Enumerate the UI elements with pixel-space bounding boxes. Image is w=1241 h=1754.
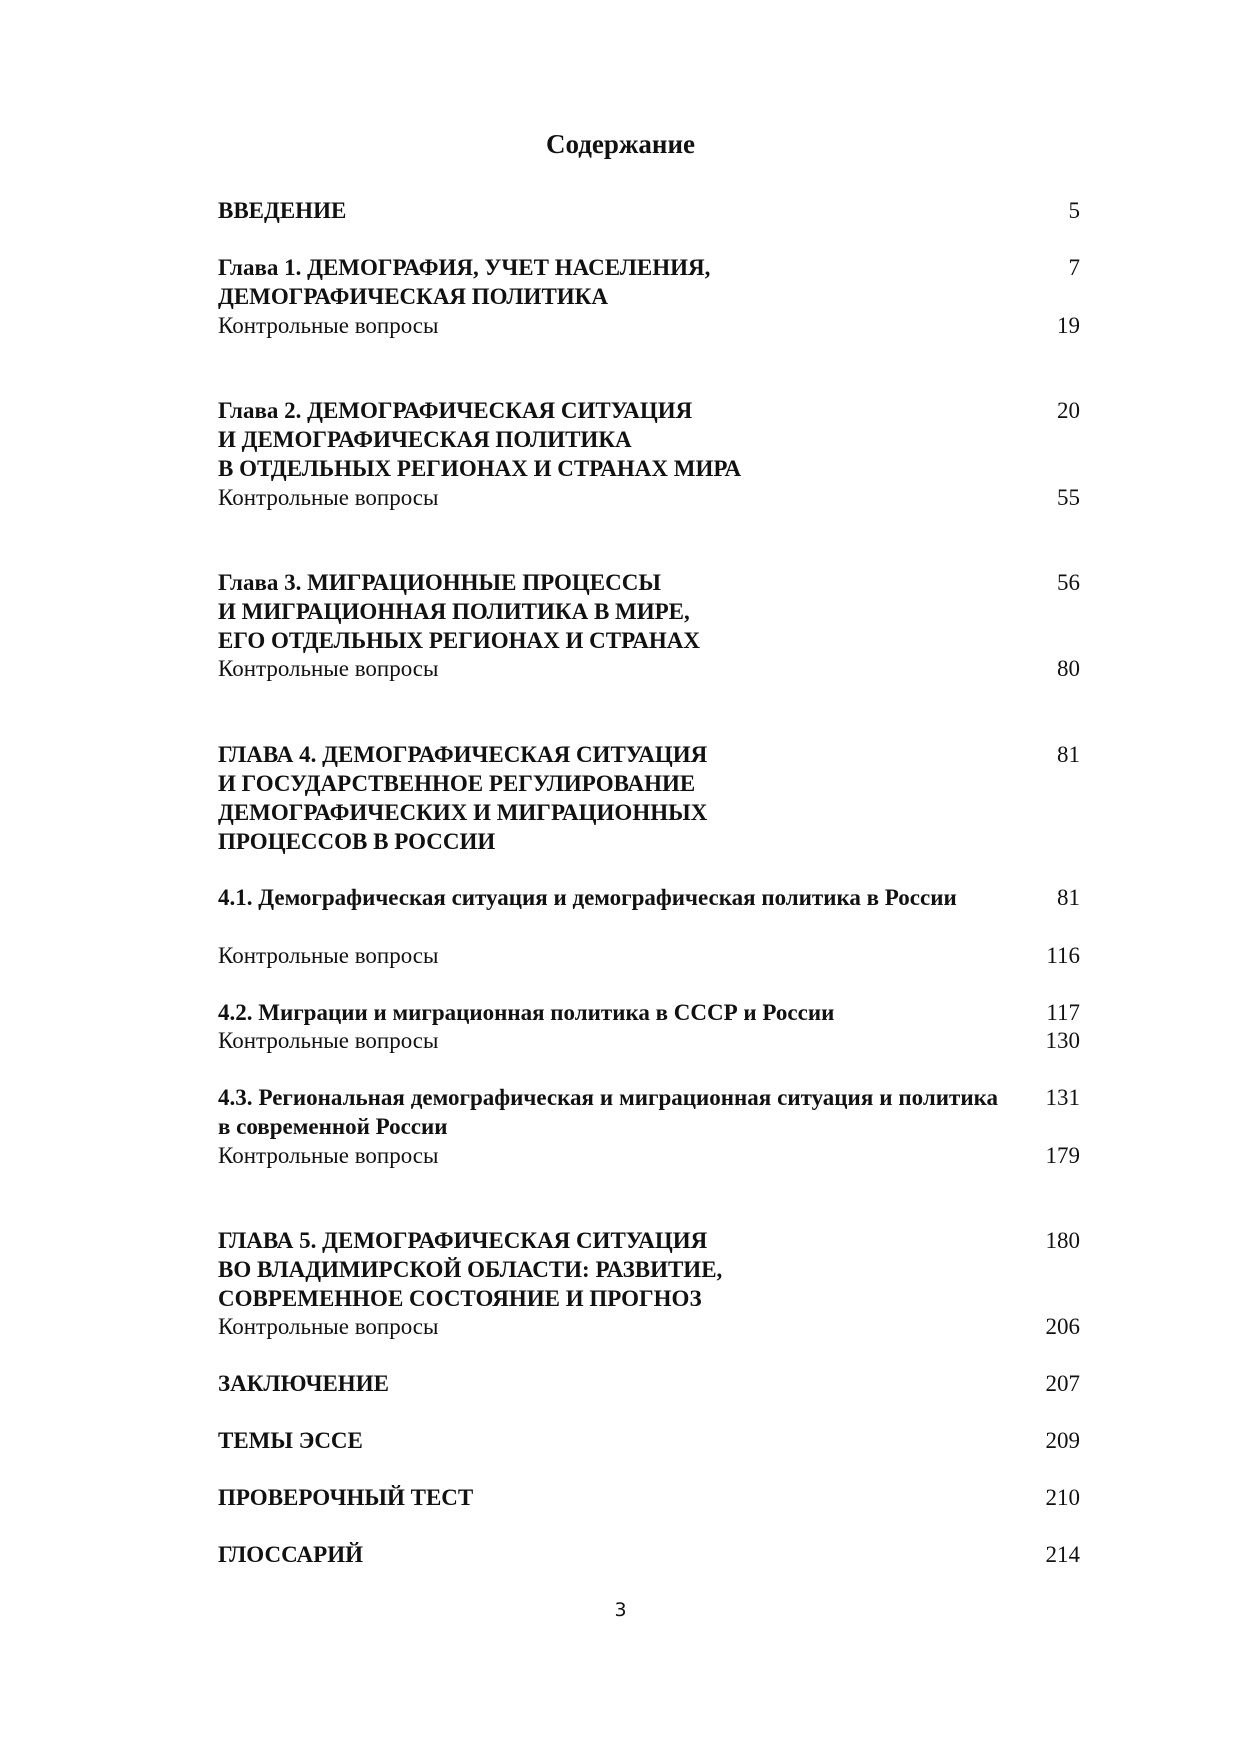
toc-entry-review-questions-4-3[interactable]: [218, 1141, 1080, 1170]
toc-entry-review-questions-1[interactable]: [218, 311, 1080, 340]
toc-entry-introduction[interactable]: [218, 196, 1080, 225]
toc-entry-review-questions-5[interactable]: [218, 1312, 1080, 1341]
toc-entry-title: ГЛАВА 5. ДЕМОГРАФИЧЕСКАЯ СИТУАЦИЯ: [218, 1228, 708, 1253]
toc-entry-title: Контрольные вопросы: [218, 656, 439, 681]
toc-entry-title: ПРОВЕРОЧНЫЙ ТЕСТ: [218, 1485, 474, 1510]
toc-entry-title: ГЛОССАРИЙ: [218, 1542, 363, 1567]
toc-entry-test[interactable]: [218, 1483, 1080, 1512]
toc-entry-chapter-5[interactable]: [218, 1226, 1080, 1313]
toc-page-number: 20: [1057, 398, 1080, 423]
toc-entry-review-questions-2[interactable]: [218, 483, 1080, 512]
toc-entry-title: ДЕМОГРАФИЧЕСКАЯ ПОЛИТИКА: [218, 284, 608, 309]
toc-entry-title: ПРОЦЕССОВ В РОССИИ: [218, 829, 496, 854]
toc-entry-section-4-1[interactable]: [218, 883, 1080, 912]
toc-page-number: 5: [1068, 198, 1080, 223]
toc-page-number: 131: [1045, 1085, 1080, 1110]
toc-entry-title: ЕГО ОТДЕЛЬНЫХ РЕГИОНАХ И СТРАНАХ: [218, 628, 700, 653]
toc-entry-title: Контрольные вопросы: [218, 1314, 439, 1339]
toc-entry-title: Контрольные вопросы: [218, 313, 439, 338]
toc-page-number: 207: [1045, 1371, 1080, 1396]
toc-entry-essay-topics[interactable]: [218, 1426, 1080, 1455]
toc-entry-title: ВВЕДЕНИЕ: [218, 198, 347, 223]
toc-entry-review-questions-3[interactable]: [218, 654, 1080, 683]
toc-page-number: 180: [1045, 1228, 1080, 1253]
toc-entry-title: Контрольные вопросы: [218, 943, 439, 968]
toc-entry-chapter-1[interactable]: [218, 253, 1080, 311]
toc-entry-conclusion[interactable]: [218, 1369, 1080, 1398]
toc-page-number: 81: [1057, 742, 1080, 767]
toc-entry-title: И ГОСУДАРСТВЕННОЕ РЕГУЛИРОВАНИЕ: [218, 771, 696, 796]
toc-page-number: 214: [1045, 1542, 1080, 1567]
toc-entry-title: 4.3. Региональная демографическая и миграционная ситуация и политика в современной России: [218, 1085, 998, 1139]
toc-page-number: 80: [1057, 656, 1080, 681]
toc-page-number: 116: [1046, 943, 1080, 968]
toc-entry-section-4-2[interactable]: [218, 998, 1080, 1027]
toc-entry-title: ЗАКЛЮЧЕНИЕ: [218, 1371, 389, 1396]
toc-entry-title: 4.1. Демографическая ситуация и демографическая политика в России: [218, 885, 957, 910]
toc-page-number: 81: [1057, 885, 1080, 910]
toc-entry-title: В ОТДЕЛЬНЫХ РЕГИОНАХ И СТРАНАХ МИРА: [218, 456, 742, 481]
toc-entry-section-4-3[interactable]: [218, 1083, 1080, 1141]
toc-entry-title: ВО ВЛАДИМИРСКОЙ ОБЛАСТИ: РАЗВИТИЕ,: [218, 1257, 723, 1282]
toc-page-number: 7: [1068, 255, 1080, 280]
toc-entry-title: Контрольные вопросы: [218, 1028, 439, 1053]
toc-entry-title: ГЛАВА 4. ДЕМОГРАФИЧЕСКАЯ СИТУАЦИЯ: [218, 742, 708, 767]
toc-entry-title: И МИГРАЦИОННАЯ ПОЛИТИКА В МИРЕ,: [218, 599, 690, 624]
toc-entry-title: И ДЕМОГРАФИЧЕСКАЯ ПОЛИТИКА: [218, 427, 632, 452]
toc-page-number: 55: [1057, 485, 1080, 510]
toc-entry-review-questions-4-2[interactable]: [218, 1026, 1080, 1055]
toc-page-number: 210: [1045, 1485, 1080, 1510]
toc-entry-title: СОВРЕМЕННОЕ СОСТОЯНИЕ И ПРОГНОЗ: [218, 1286, 702, 1311]
toc-entry-title: 4.2. Миграции и миграционная политика в СССР и России: [218, 1000, 835, 1025]
toc-page-number: 179: [1045, 1143, 1080, 1168]
toc-page-number: 209: [1045, 1428, 1080, 1453]
toc-page-number: 117: [1046, 1000, 1080, 1025]
toc-entry-chapter-4[interactable]: [218, 740, 1080, 856]
toc-entry-title: ТЕМЫ ЭССЕ: [218, 1428, 363, 1453]
toc-entry-title: Глава 2. ДЕМОГРАФИЧЕСКАЯ СИТУАЦИЯ: [218, 398, 693, 423]
toc-entry-title: Контрольные вопросы: [218, 1143, 439, 1168]
toc-entry-title: Глава 1. ДЕМОГРАФИЯ, УЧЕТ НАСЕЛЕНИЯ,: [218, 255, 711, 280]
toc-entry-chapter-2[interactable]: [218, 396, 1080, 483]
toc-entry-glossary[interactable]: [218, 1540, 1080, 1569]
toc-entry-review-questions-4-1[interactable]: [218, 941, 1080, 970]
toc-entry-title: Глава 3. МИГРАЦИОННЫЕ ПРОЦЕССЫ: [218, 570, 661, 595]
toc-entry-title: ДЕМОГРАФИЧЕСКИХ И МИГРАЦИОННЫХ: [218, 800, 708, 825]
toc-entry-title: Контрольные вопросы: [218, 485, 439, 510]
toc-page-number: 19: [1057, 313, 1080, 338]
toc-page-number: 56: [1057, 570, 1080, 595]
toc-page-number: 130: [1045, 1028, 1080, 1053]
toc-entry-chapter-3[interactable]: [218, 568, 1080, 655]
page-title: Содержание: [545, 129, 696, 159]
page-number: 3: [614, 1599, 627, 1621]
toc-page-number: 206: [1045, 1314, 1080, 1339]
